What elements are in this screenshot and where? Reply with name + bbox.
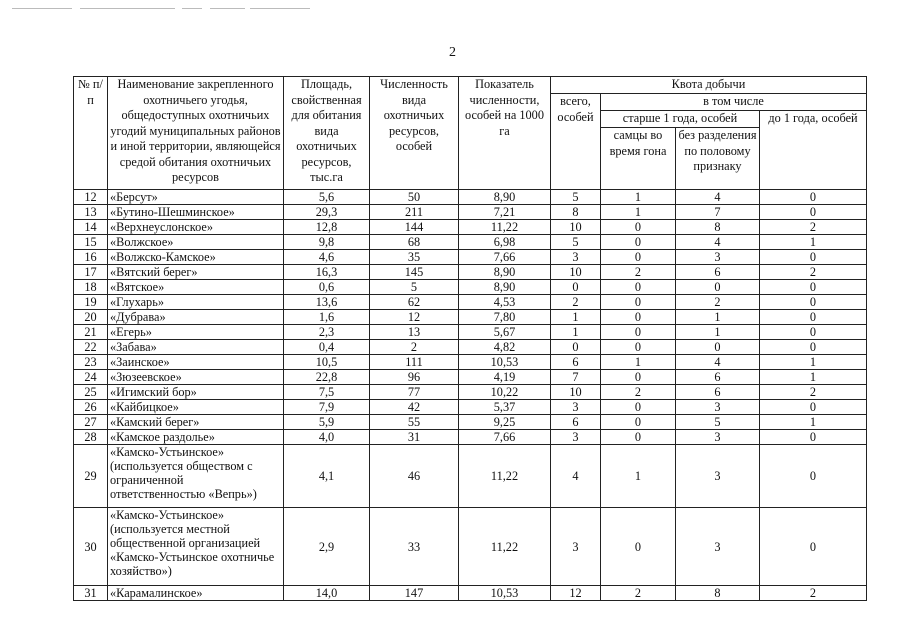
table-row [74,445,867,508]
cell-name: «Бутино-Шешминское» [108,205,284,220]
cell-total: 4 [551,445,601,508]
cell-males: 2 [601,385,676,400]
cell-density: 10,22 [459,385,551,400]
cell-younger: 0 [760,430,867,445]
cell-num: 15 [74,235,108,250]
cell-total: 3 [551,508,601,586]
cell-density: 4,82 [459,340,551,355]
cell-males: 0 [601,295,676,310]
cell-population: 42 [370,400,459,415]
cell-area: 29,3 [284,205,370,220]
cell-population: 144 [370,220,459,235]
cell-density: 7,66 [459,250,551,265]
cell-no-sex: 4 [676,235,760,250]
cell-density: 7,66 [459,430,551,445]
cell-no-sex: 8 [676,586,760,601]
cell-males: 0 [601,250,676,265]
cell-area: 9,8 [284,235,370,250]
cell-num: 23 [74,355,108,370]
cell-density: 4,53 [459,295,551,310]
cell-population: 31 [370,430,459,445]
cell-num: 22 [74,340,108,355]
table-row [74,508,867,586]
cell-num: 27 [74,415,108,430]
cell-younger: 1 [760,355,867,370]
table-row [74,250,867,265]
cell-name: «Карамалинское» [108,586,284,601]
cell-population: 96 [370,370,459,385]
cell-area: 16,3 [284,265,370,280]
cell-total: 6 [551,415,601,430]
table-row [74,586,867,601]
cell-population: 50 [370,190,459,205]
quota-table [73,76,867,601]
cell-area: 5,9 [284,415,370,430]
cell-younger: 0 [760,325,867,340]
cell-area: 10,5 [284,355,370,370]
cell-total: 5 [551,235,601,250]
cell-area: 13,6 [284,295,370,310]
cell-younger: 0 [760,295,867,310]
cell-younger: 2 [760,385,867,400]
cell-younger: 0 [760,205,867,220]
header-population: Численность вида охотничьих ресурсов, особей [370,77,459,190]
cell-younger: 0 [760,280,867,295]
cell-area: 22,8 [284,370,370,385]
cell-density: 7,80 [459,310,551,325]
cell-name: «Верхнеуслонское» [108,220,284,235]
cell-no-sex: 1 [676,325,760,340]
cell-total: 12 [551,586,601,601]
cell-num: 12 [74,190,108,205]
cell-younger: 0 [760,250,867,265]
cell-name: «Глухарь» [108,295,284,310]
cell-area: 7,5 [284,385,370,400]
cell-population: 46 [370,445,459,508]
cell-population: 13 [370,325,459,340]
cell-no-sex: 5 [676,415,760,430]
cell-population: 77 [370,385,459,400]
cell-area: 14,0 [284,586,370,601]
cell-younger: 0 [760,190,867,205]
cell-area: 7,9 [284,400,370,415]
header-num: № п/п [74,77,108,190]
cell-num: 17 [74,265,108,280]
cell-no-sex: 3 [676,445,760,508]
cell-num: 30 [74,508,108,586]
cell-num: 18 [74,280,108,295]
header-older: старше 1 года, особей [601,111,760,128]
cell-area: 5,6 [284,190,370,205]
cell-area: 1,6 [284,310,370,325]
table-row [74,205,867,220]
cell-name: «Волжское» [108,235,284,250]
table-row [74,190,867,205]
cell-males: 0 [601,508,676,586]
cell-no-sex: 3 [676,250,760,265]
cell-total: 3 [551,400,601,415]
cell-no-sex: 0 [676,340,760,355]
cell-younger: 1 [760,415,867,430]
table-row [74,280,867,295]
table-row [74,385,867,400]
cell-area: 4,0 [284,430,370,445]
cell-num: 16 [74,250,108,265]
header-total: всего, особей [551,94,601,190]
cell-name: «Вятский берег» [108,265,284,280]
cell-name: «Кайбицкое» [108,400,284,415]
cell-no-sex: 2 [676,295,760,310]
cell-population: 62 [370,295,459,310]
cell-no-sex: 0 [676,280,760,295]
cell-no-sex: 4 [676,355,760,370]
cell-name: «Камско-Устьинское» (используется обществом с ограниченной ответственностью «Вепрь») [108,445,284,508]
cell-total: 3 [551,430,601,445]
cell-num: 21 [74,325,108,340]
cell-younger: 2 [760,586,867,601]
table-row [74,235,867,250]
header-no-sex: без разделения по половому признаку [676,128,760,190]
cell-density: 11,22 [459,220,551,235]
header-quota: Квота добычи [551,77,867,94]
cell-population: 2 [370,340,459,355]
header-density: Показатель численности, особей на 1000 га [459,77,551,190]
cell-total: 3 [551,250,601,265]
cell-density: 5,37 [459,400,551,415]
cell-younger: 1 [760,235,867,250]
table-row [74,400,867,415]
cell-name: «Заинское» [108,355,284,370]
table-row [74,340,867,355]
cell-density: 10,53 [459,586,551,601]
cell-population: 211 [370,205,459,220]
cell-total: 7 [551,370,601,385]
table-row [74,265,867,280]
cell-population: 5 [370,280,459,295]
cell-total: 0 [551,340,601,355]
table-row [74,415,867,430]
cell-density: 11,22 [459,508,551,586]
table-row [74,310,867,325]
page-number: 2 [449,45,456,60]
cell-name: «Зюзеевское» [108,370,284,385]
cell-younger: 0 [760,400,867,415]
cell-num: 13 [74,205,108,220]
cell-num: 29 [74,445,108,508]
cell-population: 35 [370,250,459,265]
cell-name: «Камско-Устьинское» (используется местной общественной организацией «Камско-Устьинское охотничье хозяйство») [108,508,284,586]
cell-males: 0 [601,340,676,355]
cell-total: 10 [551,385,601,400]
cell-males: 2 [601,586,676,601]
cell-younger: 0 [760,445,867,508]
table-row [74,220,867,235]
cell-no-sex: 1 [676,310,760,325]
cell-males: 0 [601,430,676,445]
cell-males: 1 [601,205,676,220]
cell-population: 145 [370,265,459,280]
header-area: Площадь, свойственная для обитания вида охотничьих ресурсов, тыс.га [284,77,370,190]
cell-total: 0 [551,280,601,295]
cell-total: 5 [551,190,601,205]
cell-density: 9,25 [459,415,551,430]
cell-population: 68 [370,235,459,250]
cell-males: 0 [601,220,676,235]
cell-no-sex: 7 [676,205,760,220]
cell-name: «Берсут» [108,190,284,205]
cell-area: 12,8 [284,220,370,235]
cell-males: 1 [601,445,676,508]
cell-younger: 2 [760,265,867,280]
cell-area: 0,4 [284,340,370,355]
cell-total: 2 [551,295,601,310]
cell-population: 33 [370,508,459,586]
scan-edge-artifact [0,0,905,16]
header-males: самцы во время гона [601,128,676,190]
cell-no-sex: 8 [676,220,760,235]
cell-population: 147 [370,586,459,601]
cell-younger: 0 [760,508,867,586]
cell-name: «Игимский бор» [108,385,284,400]
cell-population: 55 [370,415,459,430]
cell-males: 0 [601,415,676,430]
cell-density: 6,98 [459,235,551,250]
cell-num: 14 [74,220,108,235]
cell-density: 5,67 [459,325,551,340]
cell-no-sex: 4 [676,190,760,205]
header-younger: до 1 года, особей [760,111,867,190]
cell-area: 4,6 [284,250,370,265]
cell-name: «Вятское» [108,280,284,295]
table-row [74,325,867,340]
cell-density: 8,90 [459,280,551,295]
cell-total: 8 [551,205,601,220]
cell-density: 11,22 [459,445,551,508]
cell-younger: 0 [760,310,867,325]
cell-total: 1 [551,310,601,325]
cell-no-sex: 6 [676,385,760,400]
cell-area: 2,9 [284,508,370,586]
cell-num: 31 [74,586,108,601]
cell-total: 6 [551,355,601,370]
cell-density: 8,90 [459,190,551,205]
cell-population: 12 [370,310,459,325]
cell-males: 0 [601,325,676,340]
cell-num: 19 [74,295,108,310]
cell-name: «Камское раздолье» [108,430,284,445]
cell-name: «Забава» [108,340,284,355]
cell-num: 28 [74,430,108,445]
cell-num: 26 [74,400,108,415]
cell-density: 10,53 [459,355,551,370]
cell-no-sex: 3 [676,508,760,586]
cell-total: 10 [551,265,601,280]
cell-density: 8,90 [459,265,551,280]
cell-males: 1 [601,190,676,205]
cell-num: 20 [74,310,108,325]
cell-name: «Волжско-Камское» [108,250,284,265]
cell-younger: 0 [760,340,867,355]
cell-population: 111 [370,355,459,370]
header-including: в том числе [601,94,867,111]
cell-younger: 1 [760,370,867,385]
cell-no-sex: 6 [676,370,760,385]
cell-area: 2,3 [284,325,370,340]
cell-males: 0 [601,235,676,250]
cell-area: 4,1 [284,445,370,508]
cell-no-sex: 3 [676,400,760,415]
table-row [74,430,867,445]
cell-males: 2 [601,265,676,280]
cell-males: 0 [601,310,676,325]
table-row [74,370,867,385]
cell-num: 25 [74,385,108,400]
header-name: Наименование закрепленного охотничьего угодья, общедоступных охотничьих угодий муниципальных районов и иной территории, являющейся средой обитания охотничьих ресурсов [108,77,284,190]
table-row [74,355,867,370]
cell-males: 0 [601,370,676,385]
cell-total: 10 [551,220,601,235]
cell-males: 1 [601,355,676,370]
cell-num: 24 [74,370,108,385]
cell-no-sex: 3 [676,430,760,445]
cell-name: «Камский берег» [108,415,284,430]
cell-density: 7,21 [459,205,551,220]
table-row [74,295,867,310]
cell-density: 4,19 [459,370,551,385]
cell-name: «Егерь» [108,325,284,340]
cell-no-sex: 6 [676,265,760,280]
cell-males: 0 [601,400,676,415]
cell-total: 1 [551,325,601,340]
cell-males: 0 [601,280,676,295]
cell-younger: 2 [760,220,867,235]
cell-area: 0,6 [284,280,370,295]
cell-name: «Дубрава» [108,310,284,325]
